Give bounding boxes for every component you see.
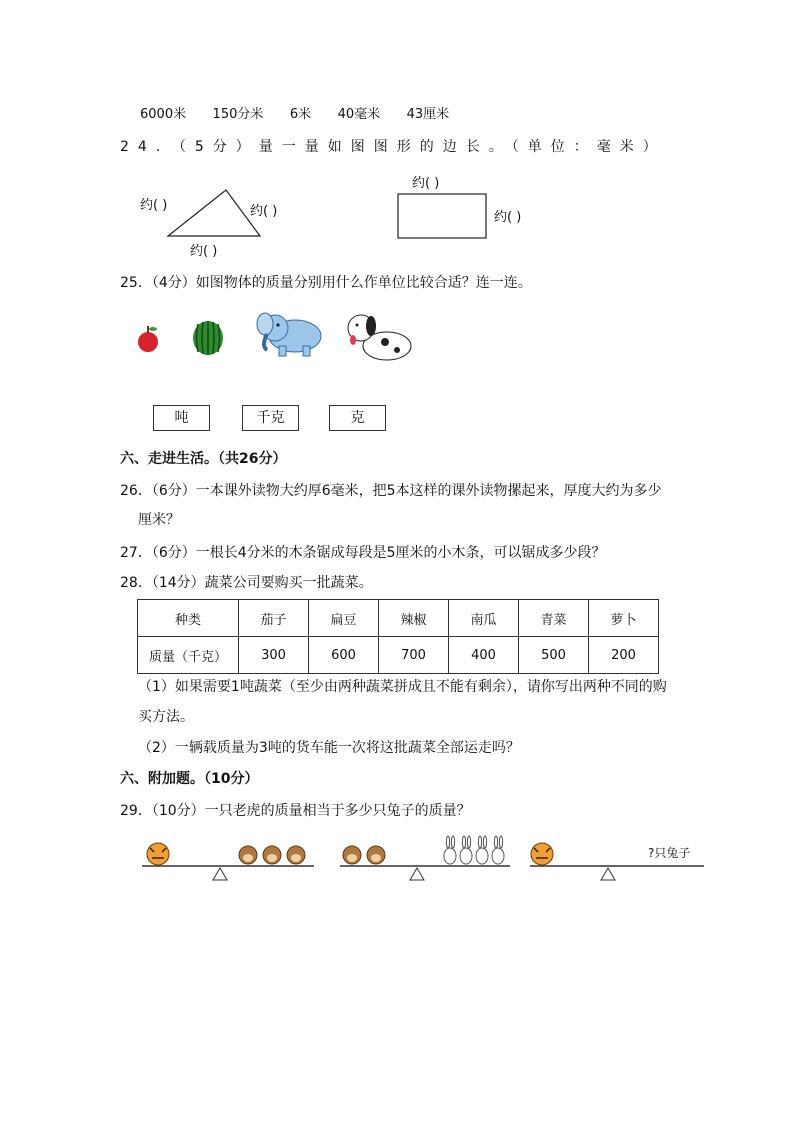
elephant-icon [257,313,321,356]
monkey-icon [239,846,257,864]
unit-option: 40毫米 [337,107,381,122]
unit-option: 150分米 [212,107,264,122]
rabbit-count-label: ?只兔子 [648,846,691,860]
unit-box-ton: 吨 [153,405,210,431]
table-header-cell: 茄子 [239,600,309,637]
table-header-cell: 青菜 [519,600,589,637]
fulcrum-icon [410,868,424,880]
section-heading: 六、走进生活。（共26分） [120,451,287,467]
fulcrum-icon [213,868,227,880]
objects-images [135,304,415,374]
table-cell: 700 [379,637,449,674]
question-29: 29．（10分）一只老虎的质量相当于多少只兔子的质量？ [120,803,471,819]
table-header-cell: 南瓜 [449,600,519,637]
unit-option: 6米 [289,107,312,122]
triangle-bottom-label: 约( ) [190,244,218,259]
balance-scales [138,828,706,886]
question-25: 25．（4分）如图物体的质量分别用什么作单位比较合适？连一连。 [120,275,532,291]
unit-option: 6000米 [140,107,187,122]
unit-box-gram: 克 [329,405,386,431]
table-cell: 400 [449,637,519,674]
measure-figure [138,170,548,260]
tiger-icon [531,843,553,865]
table-cell: 300 [239,637,309,674]
table-header-cell: 种类 [138,600,239,637]
question-27: 27．（6分）一根长4分米的木条锯成每段是5厘米的小木条，可以锯成多少段？ [120,545,606,561]
monkey-icon [263,846,281,864]
question-24: 24．（5分）量一量如图图形的边长。（单位：毫米） [120,139,666,155]
watermelon-icon [193,321,223,355]
question-28-sub1-line1: （1）如果需要1吨蔬菜（至少由两种蔬菜拼成且不能有剩余），请你写出两种不同的购 [138,679,667,695]
rectangle-shape [398,194,486,238]
rabbit-icon [460,836,472,864]
table-header-cell: 扁豆 [309,600,379,637]
unit-box-kilogram: 千克 [242,405,299,431]
bonus-heading: 六、附加题。（10分） [120,771,259,787]
objects-figure [135,304,415,434]
rectangle-top-label: 约( ) [412,176,440,191]
table-cell: 500 [519,637,589,674]
rabbit-icon [492,836,504,864]
rabbit-icon [476,836,488,864]
tiger-icon [147,843,169,865]
question-28: 28．（14分）蔬菜公司要购买一批蔬菜。 [120,575,373,591]
monkey-icon [287,846,305,864]
table-cell: 600 [309,637,379,674]
triangle-right-label: 约( ) [250,204,278,219]
question-26-line1: 26．（6分）一本课外读物大约厚6毫米，把5本这样的课外读物摞起来，厚度大约为多少 [120,483,662,499]
units-row [140,104,471,125]
triangle-left-label: 约( ) [140,198,168,213]
rectangle-right-label: 约( ) [494,210,522,225]
rabbit-icon [444,836,456,864]
triangle-shape [168,190,260,236]
table-cell: 质量（千克） [138,637,239,674]
monkey-icon [367,846,385,864]
fulcrum-icon [601,868,615,880]
balance-figure [138,828,706,886]
table-row [138,637,659,674]
table-header-cell: 辣椒 [379,600,449,637]
dog-icon [348,315,411,360]
table-header-cell: 萝卜 [589,600,659,637]
table-row [138,600,659,637]
table-cell: 200 [589,637,659,674]
question-26-line2: 厘米？ [138,512,180,528]
unit-option: 43厘米 [406,107,450,122]
apple-icon [138,326,158,352]
question-28-sub1-line2: 买方法。 [138,709,194,725]
monkey-icon [343,846,361,864]
vegetable-table [137,599,659,674]
question-28-sub2: （2）一辆载质量为3吨的货车能一次将这批蔬菜全部运走吗？ [138,740,520,756]
